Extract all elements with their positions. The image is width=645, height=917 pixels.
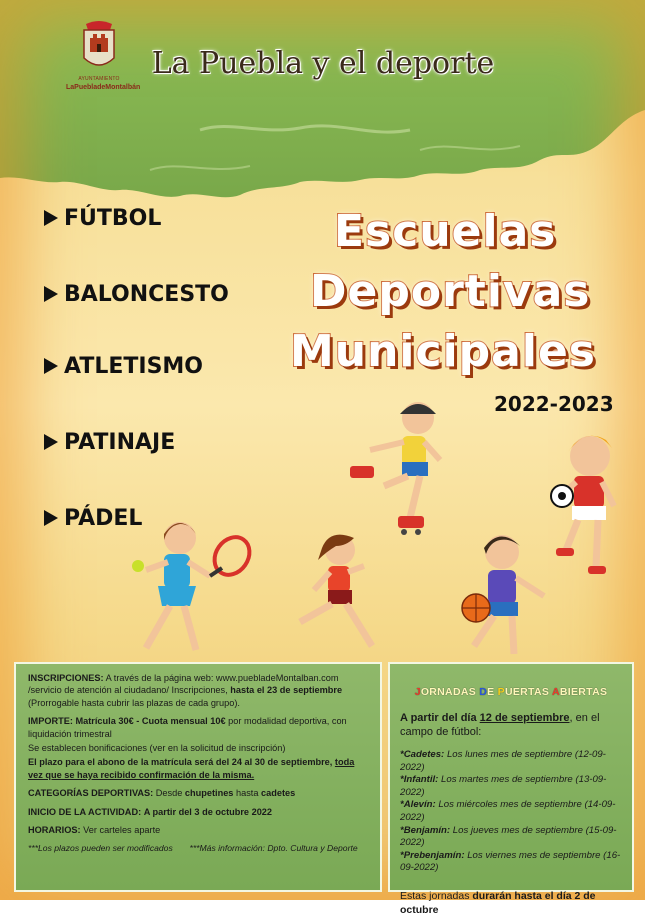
open-days-title-part: E — [487, 686, 498, 698]
sport-item — [44, 506, 142, 531]
open-days-title-part: A — [552, 686, 560, 698]
schedule-detail: Los lunes mes de septiembre (12-09-2022) — [400, 749, 606, 773]
open-days-start-date: 12 de septiembre — [479, 712, 570, 724]
sport-item — [44, 354, 203, 379]
sport-item — [44, 430, 175, 455]
schedule-detail: Los viernes mes de septiembre (16-09-2022) — [400, 849, 621, 874]
bonificaciones-text: Se establecen bonificaciones (ver en la solicitud de inscripción) — [28, 743, 286, 754]
inscripciones-paragraph — [28, 672, 368, 709]
open-days-closing — [400, 889, 622, 917]
horarios-paragraph — [28, 824, 368, 836]
sport-item — [44, 206, 161, 231]
schedule-category: *Alevín: — [400, 799, 436, 811]
schedule-detail: Los jueves mes de septiembre (15-09-2022) — [400, 824, 617, 849]
categorias-text2: hasta — [235, 788, 259, 799]
inscripciones-text: A través de la página web: www.puebladeMontalban.com /servicio de atención al ciudadano/ Inscripciones, — [28, 673, 339, 696]
open-days-title-part: P — [497, 686, 505, 698]
logo-line1: AYUNTAMIENTO — [78, 76, 120, 82]
sport-label: PATINAJE — [64, 430, 176, 455]
schedule-row — [400, 774, 622, 799]
importe-label: IMPORTE: — [28, 716, 73, 727]
plazo-paragraph — [28, 756, 368, 781]
sport-label: ATLETISMO — [64, 354, 204, 379]
open-days-intro-text1: A partir del día — [400, 712, 477, 724]
schedule-row — [400, 850, 622, 875]
open-days-schedule — [400, 749, 622, 875]
triangle-bullet-icon — [44, 434, 58, 450]
sport-item — [44, 282, 229, 307]
schedule-detail: Los miércoles mes de septiembre (14-09-2022) — [400, 799, 616, 823]
inicio-paragraph — [28, 806, 368, 818]
horarios-label: HORARIOS: — [28, 825, 81, 836]
footnotes — [28, 842, 368, 854]
sport-label: FÚTBOL — [64, 206, 162, 231]
footnote-2: ***Más información: Dpto. Cultura y Deporte — [189, 843, 358, 854]
open-days-panel — [388, 662, 634, 916]
categorias-label: CATEGORÍAS DEPORTIVAS: — [28, 788, 154, 799]
categorias-text1: Desde — [155, 788, 183, 799]
inscripciones-deadline: hasta el 23 de septiembre — [230, 685, 343, 696]
closing-text: Estas jornadas — [400, 889, 470, 902]
season-year: 2022-2023 — [494, 392, 614, 416]
open-days-title-part: ORNADAS — [420, 686, 480, 698]
coat-of-arms-icon — [66, 18, 132, 74]
runner-child-figure — [300, 535, 372, 646]
categorias-paragraph — [28, 787, 368, 799]
inicio-text: A partir del 3 de octubre 2022 — [143, 806, 273, 817]
importe-paragraph — [28, 715, 368, 740]
importe-text: por modalidad deportiva, con liquidación trimestral — [28, 716, 347, 739]
inscripciones-note: (Prorrogable hasta cubrir las plazas de cada grupo). — [28, 697, 240, 708]
schedule-category: *Cadetes: — [400, 749, 445, 760]
registration-info-panel — [14, 662, 382, 892]
page-title: La Puebla y el deporte — [151, 46, 495, 81]
open-days-title-part: J — [414, 686, 421, 698]
footnote-1: ***Los plazos pueden ser modificados — [28, 843, 173, 854]
schedule-category: *Benjamín: — [400, 824, 451, 836]
horarios-text: Ver carteles aparte — [83, 825, 161, 836]
triangle-bullet-icon — [44, 358, 58, 374]
open-days-intro — [400, 711, 622, 739]
headline-line1: Escuelas — [334, 206, 557, 257]
plazo-confirmation: toda vez que se haya recibido confirmación de la misma. — [28, 757, 355, 780]
open-days-title — [400, 686, 622, 699]
soccer-child-figure — [551, 436, 614, 574]
importe-amount: Matrícula 30€ - Cuota mensual 10€ — [75, 716, 226, 727]
schedule-detail: Los martes mes de septiembre (13-09-2022) — [400, 774, 607, 798]
headline-line2: Deportivas — [310, 266, 591, 317]
logo-line2: LaPuebladeMontalbán — [66, 84, 141, 91]
skater-child-figure — [350, 402, 440, 535]
categorias-from: chupetines — [184, 788, 234, 799]
open-days-title-part: D — [479, 686, 488, 698]
town-logo — [66, 18, 141, 98]
schedule-category: *Infantil: — [400, 774, 439, 786]
tennis-child-figure — [132, 522, 257, 650]
schedule-row — [400, 799, 622, 824]
sport-label: PÁDEL — [64, 506, 143, 531]
open-days-title-part: BIERTAS — [559, 686, 608, 698]
schedule-category: *Prebenjamín: — [400, 849, 465, 861]
schedule-row — [400, 749, 622, 774]
closing-date: durarán hasta el día 2 de octubre — [400, 889, 596, 916]
triangle-bullet-icon — [44, 286, 58, 302]
triangle-bullet-icon — [44, 510, 58, 526]
open-days-intro-text2: , en el campo de fútbol: — [400, 712, 600, 738]
inscripciones-label: INSCRIPCIONES: — [28, 673, 104, 683]
inicio-label: INICIO DE LA ACTIVIDAD: — [28, 806, 142, 817]
schedule-row — [400, 825, 622, 850]
headline-line3: Municipales — [290, 326, 596, 377]
basketball-child-figure — [462, 535, 544, 654]
triangle-bullet-icon — [44, 210, 58, 226]
plazo-text: El plazo para el abono de la matrícula será del 24 al 30 de septiembre, — [28, 757, 333, 768]
sport-label: BALONCESTO — [64, 282, 229, 307]
open-days-title-part: UERTAS — [504, 686, 552, 698]
categorias-to: cadetes — [261, 788, 296, 799]
